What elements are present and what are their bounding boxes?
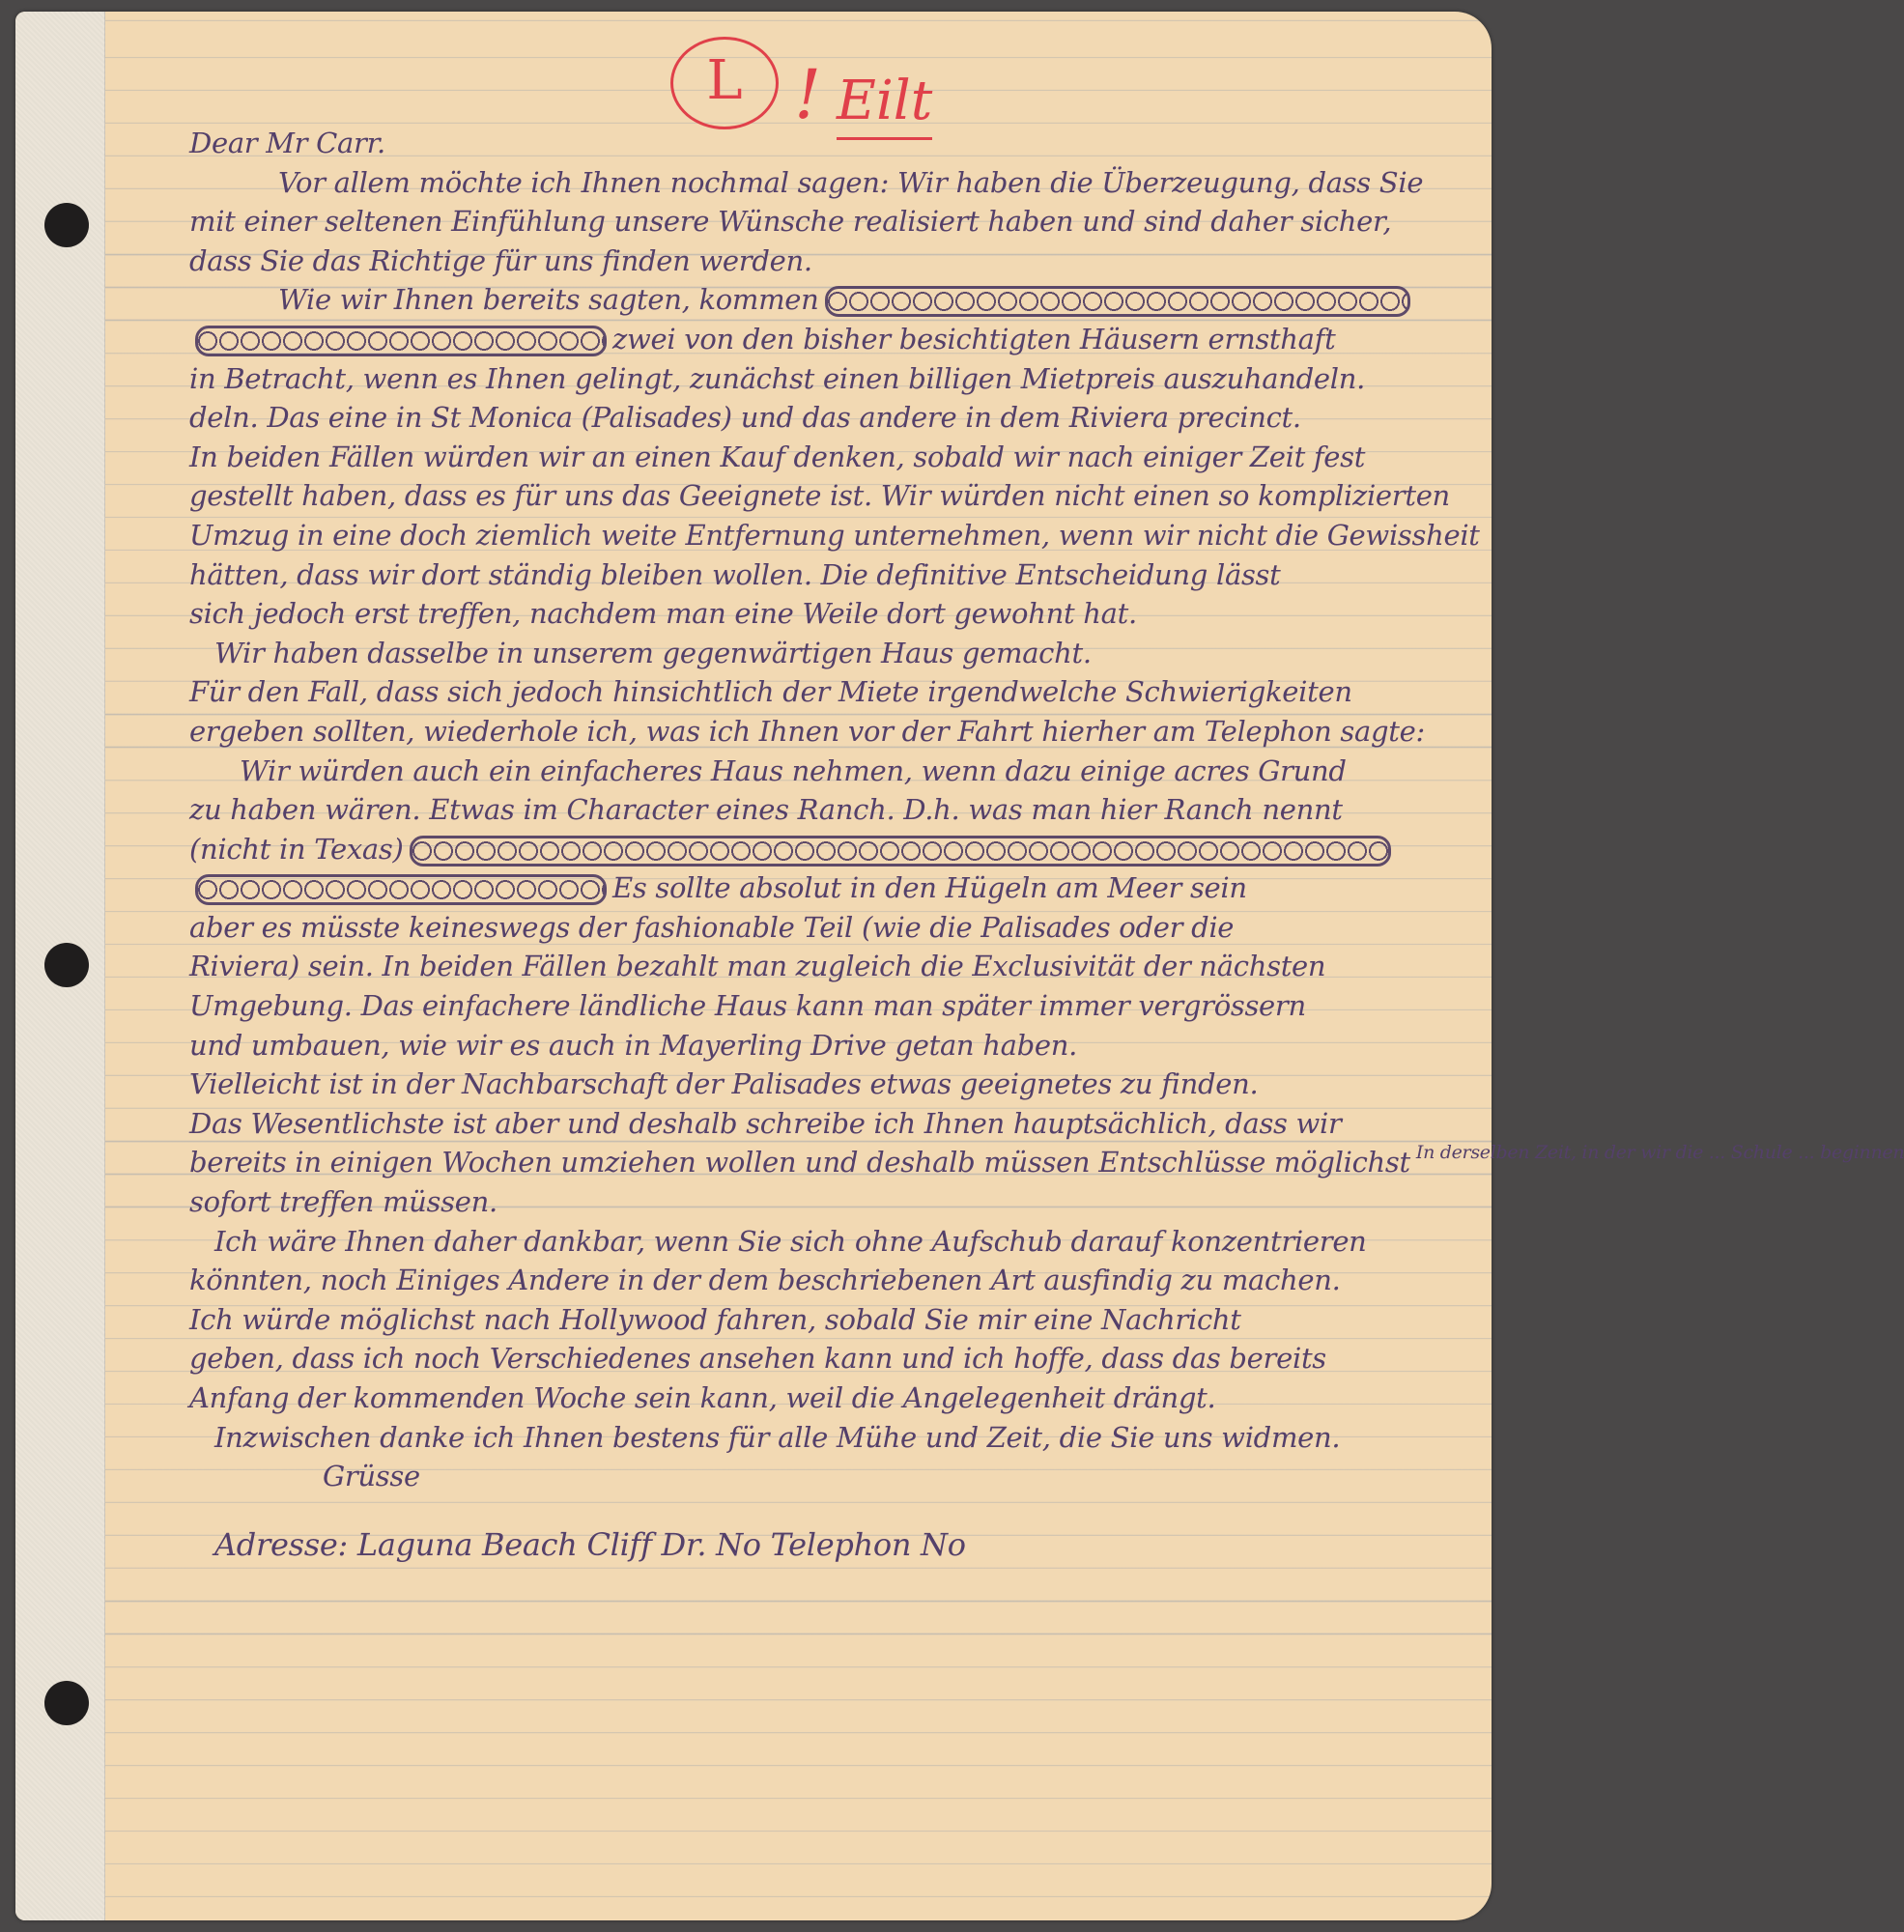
urgent-note: Eilt xyxy=(837,68,932,140)
letter-line: sofort treffen müssen. xyxy=(189,1185,497,1219)
crossed-out-text xyxy=(195,326,607,356)
letter-line: hätten, dass wir dort ständig bleiben wollen. Die definitive Entscheidung lässt xyxy=(189,557,1281,591)
letter-line: Vor allem möchte ich Ihnen nochmal sagen: Wir haben die Überzeugung, dass Sie xyxy=(278,165,1424,199)
letter-line: Ich wäre Ihnen daher dankbar, wenn Sie sich ohne Aufschub darauf konzentrieren xyxy=(214,1224,1367,1258)
letter-line: Wir würden auch ein einfacheres Haus nehmen, wenn dazu einige acres Grund xyxy=(240,753,1347,787)
letter-line: könnten, noch Einiges Andere in der dem beschriebenen Art ausfindig zu machen. xyxy=(189,1264,1341,1297)
letter-line: Umzug in eine doch ziemlich weite Entfernung unternehmen, wenn wir nicht die Gewissheit xyxy=(189,518,1480,552)
letter-line: Wir haben dasselbe in unserem gegenwärtigen Haus gemacht. xyxy=(214,636,1092,669)
letter-line: zu haben wären. Etwas im Character eines Ranch. D.h. was man hier Ranch nennt xyxy=(189,793,1343,827)
letter-line: geben, dass ich noch Verschiedenes ansehen kann und ich hoffe, dass das bereits xyxy=(189,1342,1326,1376)
letter-line xyxy=(189,830,1474,869)
letter-line: und umbauen, wie wir es auch in Mayerling Drive getan haben. xyxy=(189,1028,1078,1062)
circled-letter: L xyxy=(706,49,743,112)
closing: Grüsse xyxy=(323,1460,420,1493)
letter-line: deln. Das eine in St Monica (Palisades) und das andere in dem Riviera precinct. xyxy=(189,401,1301,435)
letter-line xyxy=(189,320,1474,359)
interlinear-insertion: In derselben Zeit, in der wir die ... Schule ... beginnen xyxy=(1415,1142,1904,1164)
letter-line: aber es müsste keineswegs der fashionable Teil (wie die Palisades oder die xyxy=(189,910,1235,944)
letter-line: Ich würde möglichst nach Hollywood fahren, sobald Sie mir eine Nachricht xyxy=(189,1302,1241,1336)
letter-line: mit einer seltenen Einfühlung unsere Wünsche realisiert haben und sind daher sicher, xyxy=(189,205,1392,239)
letter-line: Für den Fall, dass sich jedoch hinsichtlich der Miete irgendwelche Schwierigkeiten xyxy=(189,675,1352,709)
letter-line: sich jedoch erst treffen, nachdem man eine Weile dort gewohnt hat. xyxy=(189,597,1137,631)
crossed-out-text xyxy=(410,836,1391,867)
red-exclamation: ! xyxy=(794,55,822,134)
letter-line: Anfang der kommenden Woche sein kann, weil die Angelegenheit drängt. xyxy=(189,1381,1216,1414)
letter-line-text: Wie wir Ihnen bereits sagten, kommen xyxy=(278,283,819,317)
spacer xyxy=(189,1496,1474,1525)
punch-hole-top xyxy=(44,203,89,247)
letter-line: ergeben sollten, wiederhole ich, was ich Ihnen vor der Fahrt hierher am Telephon sagte: xyxy=(189,714,1425,748)
letter-line-text: zwei von den bisher besichtigten Häusern ernsthaft xyxy=(612,322,1336,355)
letter-line: In beiden Fällen würden wir an einen Kauf denken, sobald wir nach einiger Zeit fest xyxy=(189,440,1366,473)
crossed-out-text xyxy=(195,874,607,905)
letter-line: in Betracht, wenn es Ihnen gelingt, zunächst einen billigen Mietpreis auszuhandeln. xyxy=(189,361,1366,395)
letter-line: Riviera) sein. In beiden Fällen bezahlt man zugleich die Exclusivität der nächsten xyxy=(189,950,1326,983)
letter-line-text: (nicht in Texas) xyxy=(189,832,404,866)
letter-line xyxy=(189,868,1474,908)
address-line: Adresse: Laguna Beach Cliff Dr. No Telephon No xyxy=(214,1525,966,1563)
letter-line xyxy=(189,280,1474,320)
letter-line: Vielleicht ist in der Nachbarschaft der Palisades etwas geeignetes zu finden. xyxy=(189,1067,1259,1101)
letter-line xyxy=(189,1142,1904,1182)
letter-line: Das Wesentlichste ist aber und deshalb schreibe ich Ihnen hauptsächlich, dass wir xyxy=(189,1106,1342,1140)
punch-hole-bottom xyxy=(44,1681,89,1725)
letter-body xyxy=(189,124,1904,1564)
letter-line: Umgebung. Das einfachere ländliche Haus kann man später immer vergrössern xyxy=(189,989,1306,1023)
letter-line: dass Sie das Richtige für uns finden werden. xyxy=(189,243,812,277)
letter-line-text: Es sollte absolut in den Hügeln am Meer sein xyxy=(612,871,1247,905)
salutation: Dear Mr Carr. xyxy=(189,127,385,159)
letter-line: gestellt haben, dass es für uns das Geeignete ist. Wir würden nicht einen so komplizierten xyxy=(189,479,1450,513)
crossed-out-text xyxy=(825,286,1410,317)
punch-hole-middle xyxy=(44,943,89,987)
letter-line-text: bereits in einigen Wochen umziehen wollen und deshalb müssen Entschlüsse möglichst xyxy=(189,1146,1410,1179)
letter-line: Inzwischen danke ich Ihnen bestens für alle Mühe und Zeit, die Sie uns widmen. xyxy=(214,1420,1341,1454)
